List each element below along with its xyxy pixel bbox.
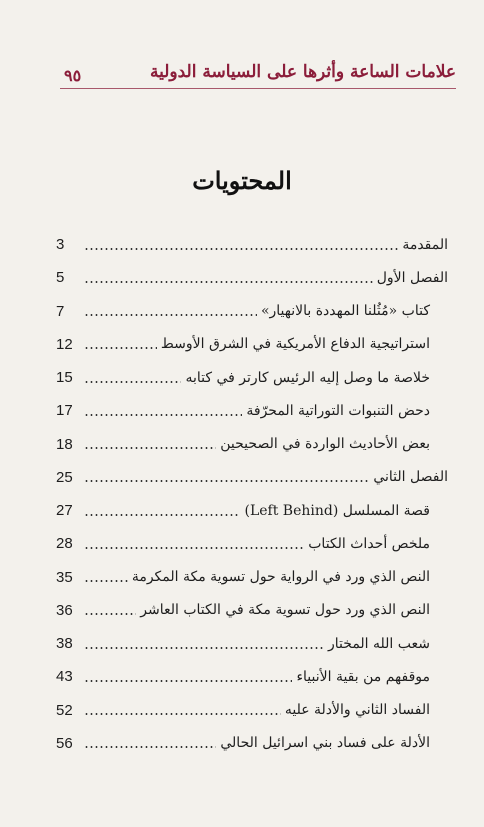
toc-page-number: 18 <box>56 435 73 453</box>
toc-entry-text: موقفهم من بقية الأنبياء <box>296 668 430 685</box>
toc-entry[interactable] <box>56 627 448 660</box>
toc-entry-text: النص الذي ورد في الرواية حول تسوية مكة المكرمة <box>131 569 430 586</box>
toc-page-number: 36 <box>56 601 73 619</box>
toc-page-number: 56 <box>56 734 73 752</box>
toc-page-number: 3 <box>56 236 65 254</box>
toc-entry[interactable] <box>56 727 448 760</box>
toc-page-number: 15 <box>56 369 73 387</box>
table-of-contents <box>56 228 448 760</box>
dot-leader <box>84 414 242 416</box>
page-number: ٩٥ <box>64 66 82 85</box>
toc-entry[interactable] <box>56 660 448 693</box>
toc-entry-text: النص الذي ورد حول تسوية مكة في الكتاب العاشر <box>140 602 430 619</box>
toc-entry[interactable] <box>56 561 448 594</box>
toc-page-number: 5 <box>56 269 65 287</box>
toc-entry[interactable] <box>56 494 448 527</box>
dot-leader <box>84 613 136 615</box>
page-header <box>0 56 484 90</box>
toc-page-number: 27 <box>56 502 73 520</box>
toc-entry-text: المقدمة <box>402 236 448 253</box>
toc-entry-text: ملخص أحداث الكتاب <box>308 535 430 552</box>
toc-entry[interactable] <box>56 694 448 727</box>
toc-page-number: 43 <box>56 668 73 686</box>
dot-leader <box>84 547 304 549</box>
toc-entry-text: خلاصة ما وصل إليه الرئيس كارتر في كتابه <box>185 369 430 386</box>
dot-leader <box>84 281 373 283</box>
dot-leader <box>84 680 292 682</box>
toc-entry-text: الفصل الأول <box>376 269 448 286</box>
dot-leader <box>84 480 369 482</box>
toc-page-number: 52 <box>56 701 73 719</box>
toc-entry-text: الفساد الثاني والأدلة عليه <box>284 702 430 719</box>
toc-entry-text: دحض التنبوات التوراتية المحرّفة <box>246 402 430 419</box>
header-rule <box>60 88 456 89</box>
toc-entry[interactable] <box>56 261 448 294</box>
toc-page-number: 38 <box>56 635 73 653</box>
toc-entry-text: قصة المسلسل (Left Behind) <box>244 502 430 519</box>
toc-page-number: 35 <box>56 568 73 586</box>
toc-entry-text: كتاب «مُثُلنا المهددة بالانهيار» <box>260 303 430 320</box>
toc-entry-text: بعض الأحاديث الواردة في الصحيحين <box>220 436 430 453</box>
toc-entry[interactable] <box>56 461 448 494</box>
toc-entry-text: الأدلة على فساد بني اسرائيل الحالي <box>220 735 430 752</box>
dot-leader <box>84 381 181 383</box>
dot-leader <box>84 248 398 250</box>
toc-entry[interactable] <box>56 594 448 627</box>
dot-leader <box>84 514 240 516</box>
toc-entry[interactable] <box>56 228 448 261</box>
dot-leader <box>84 647 324 649</box>
toc-entry[interactable] <box>56 295 448 328</box>
toc-entry-text: استراتيجية الدفاع الأمريكية في الشرق الأوسط <box>160 336 430 353</box>
dot-leader <box>84 713 281 715</box>
dot-leader <box>84 347 157 349</box>
toc-page-number: 25 <box>56 468 73 486</box>
toc-entry-text: الفصل الثاني <box>373 469 448 486</box>
dot-leader <box>84 746 216 748</box>
toc-page-number: 17 <box>56 402 73 420</box>
dot-leader <box>84 314 257 316</box>
page-title: المحتويات <box>192 166 292 195</box>
toc-entry[interactable] <box>56 328 448 361</box>
dot-leader <box>84 580 128 582</box>
toc-page-number: 28 <box>56 535 73 553</box>
toc-entry-text: شعب الله المختار <box>328 635 430 652</box>
toc-entry[interactable] <box>56 527 448 560</box>
toc-entry[interactable] <box>56 361 448 394</box>
running-title: علامات الساعة وأثرها على السياسة الدولية <box>150 62 456 82</box>
toc-page-number: 7 <box>56 302 65 320</box>
toc-page-number: 12 <box>56 335 73 353</box>
toc-entry[interactable] <box>56 394 448 427</box>
toc-entry[interactable] <box>56 428 448 461</box>
dot-leader <box>84 447 216 449</box>
